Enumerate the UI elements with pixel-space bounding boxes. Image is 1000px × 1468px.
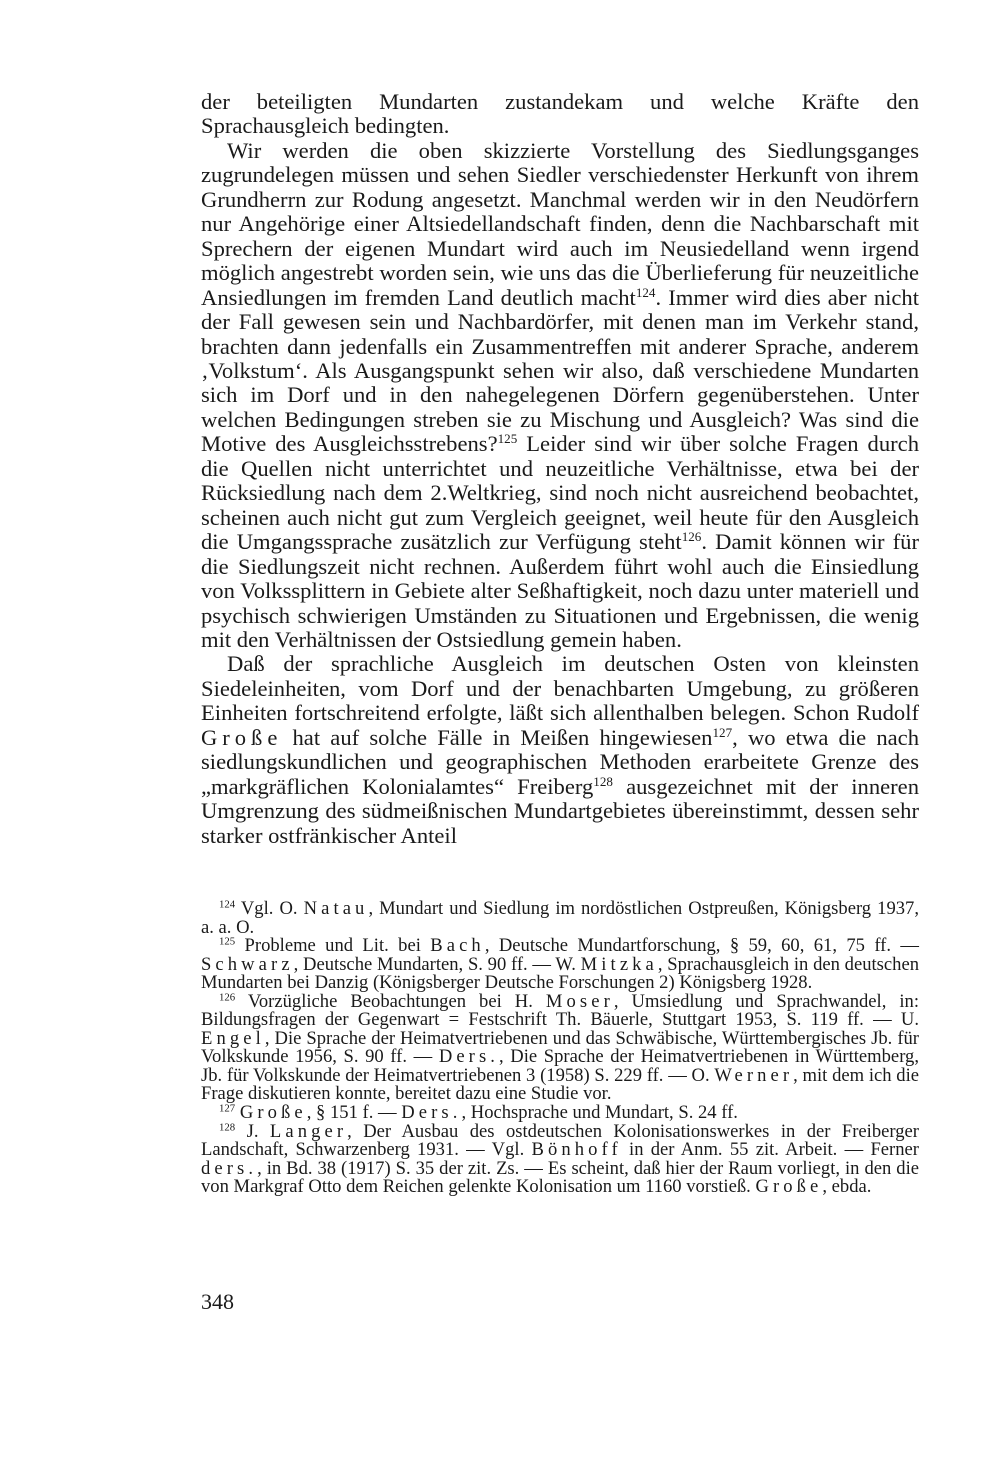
author-mitzka: Mitzka — [580, 953, 658, 975]
footnote-126-text-2: , Umsiedlung und Sprachwandel, in: Bildungsfragen der Gegenwart = Festschrift Th. Bäuerle, Stuttgart 1953, S. 119 ff. — U. — [201, 990, 920, 1031]
footnote-125-text-2: , Deutsche Mundartforschung, § 59, 60, 61, 75 ff. — — [484, 935, 919, 957]
paragraph-3-text-1: Daß der sprachliche Ausgleich im deutschen Osten von kleinsten Siedeleinheiten, vom Dorf und der benachbarten Umgebung, zu größeren Einheiten fortschreitend erfolgte, läßt sich allenthalben belegen. Schon Rudolf — [201, 651, 919, 726]
footnote-128-text-4: , ebda. — [822, 1176, 872, 1198]
footnote-127-text-2: , Hochsprache und Mundart, S. 24 ff. — [461, 1102, 738, 1124]
paragraph-2-text-2: . Immer wird dies aber nicht der Fall gewesen sein und Nachbardörfer, mit denen man im Verkehr stand, brachten dann jedenfalls ein Zusammentreffen mit anderer Sprache, anderem ‚Volkstum‘. Als Ausgangspunkt sehen wir also, daß verschiedene Mundarten sich im Dorf und in den nahegelegenen Dörfern gegenüberstehen. Unter welchen Bedingungen streben sie zu Mischung und Ausgleich? Was sind die Motive des Ausgleichsstrebens? — [201, 284, 919, 457]
footnote-128-text-1: , Der Ausbau des ostdeutschen Kolonisationswerkes in der Freiberger Landschaft, Schwarzenberg 1931. — Vgl. — [201, 1120, 919, 1161]
author-engel: Engel — [201, 1027, 265, 1049]
author-ders: Ders. — [438, 1046, 500, 1068]
footnote-number-124: 124 — [219, 898, 236, 911]
footnote-128-text-0: J. — [235, 1120, 270, 1142]
footnote-128 — [201, 1120, 919, 1198]
footnote-128-text-3: , in Bd. 38 (1917) S. 35 der zit. Zs. — Es scheint, daß hier der Raum vorliegt, in den die von Markgraf Otto dem Reichen gelenkte Kolonisation um 1160 vorstieß. — [201, 1157, 919, 1198]
footnote-126-text-4: , Die Sprache der Heimatvertriebenen in Württemberg, Jb. für Volkskunde der Heimatvertriebenen 3 (1958) S. 229 ff. — O. — [201, 1046, 919, 1086]
author-grosse: Große — [239, 1102, 307, 1124]
paragraph-3-text-4: ausgezeichnet mit der inneren Umgrenzung des südmeißnischen Mundartgebietes übereinstimmt, dessen sehr starker ostfränkischer Anteil — [201, 773, 919, 848]
author-natau: Natau — [303, 898, 369, 919]
footnote-124-text-2: , Mundart und Siedlung im nordöstlichen Ostpreußen, Königsberg 1937, a. a. O. — [201, 898, 919, 938]
footnote-number-125: 125 — [219, 935, 236, 948]
footnote-ref-124[interactable]: 124 — [635, 284, 656, 300]
footnote-124 — [201, 900, 919, 937]
author-bach: Bach — [430, 935, 485, 957]
footnote-ref-128[interactable]: 128 — [593, 773, 613, 789]
author-boenhoff: Bönhoff — [531, 1139, 622, 1161]
footnote-ref-125[interactable]: 125 — [497, 431, 518, 447]
footnotes — [201, 900, 919, 1197]
author-grosse: Große — [755, 1176, 823, 1198]
paragraph-3 — [201, 652, 919, 848]
footnote-125-text-1: Probleme und Lit. bei — [235, 935, 431, 957]
footnote-127-text-1: , § 151 f. — — [306, 1102, 402, 1124]
author-werner: Werner — [714, 1064, 794, 1086]
author-schwarz: Schwarz — [201, 953, 294, 975]
footnote-125-text-3: , Deutsche Mundarten, S. 90 ff. — W. — [293, 953, 581, 975]
footnote-126-text-1: Vorzügliche Beobachtungen bei H. — [235, 990, 546, 1012]
author-ders: Ders. — [401, 1102, 462, 1124]
author-moser: Moser — [545, 990, 614, 1012]
footnote-124-text-1: Vgl. O. — [235, 898, 304, 919]
footnote-number-127: 127 — [219, 1102, 236, 1115]
author-ders: ders. — [201, 1157, 258, 1179]
footnote-126-text-5: , mit dem ich die Frage diskutieren konnte, bereitet dazu eine Studie vor. — [201, 1064, 919, 1105]
footnote-126 — [201, 990, 920, 1105]
footnote-125 — [201, 937, 919, 993]
footnote-number-128: 128 — [219, 1120, 236, 1133]
paragraph-2-text-1: Wir werden die oben skizzierte Vorstellung des Siedlungsganges zugrundelegen müssen und sehen Siedler verschiedenster Herkunft von ihrem Grundherrn zur Rodung angesetzt. Manchmal werden wir in den Neudörfern nur Angehörige einer Altsiedellandschaft finden, denn die Nachbarschaft mit Sprechern der eigenen Mundart wird auch im Neusiedelland wenn irgend möglich angestrebt worden sein, wie uns das die Überlieferung für neuzeitliche Ansiedlungen im fremden Land deutlich macht — [201, 137, 919, 310]
author-langer: Langer — [269, 1120, 348, 1142]
footnote-number-126: 126 — [219, 991, 236, 1004]
footnote-125-text-4: , Sprachausgleich in den deutschen Mundarten bei Danzig (Königsberger Deutsche Forschungen 2) Königsberg 1928. — [201, 953, 920, 994]
paragraph-3-text-2: hat auf solche Fälle in Meißen hingewiesen — [282, 724, 713, 750]
footnote-126-text-3: , Die Sprache der Heimatvertriebenen und das Schwäbische, Württembergisches Jb. für Volkskunde 1956, S. 90 ff. — — [201, 1027, 919, 1068]
paragraph-1: der beteiligten Mundarten zustandekam und welche Kräfte den Sprachausgleich bedingten. — [201, 89, 919, 139]
page-number: 348 — [201, 1289, 234, 1314]
footnote-ref-127[interactable]: 127 — [712, 724, 733, 740]
paragraph-2-text-4: . Damit können wir für die Siedlungszeit nicht rechnen. Außerdem führt wohl auch die Einsiedlung von Volkssplittern in Gebiete alter Seßhaftigkeit, noch dazu unter materiell und psychisch schwierigen Umständen zu Situationen und Ergebnissen, die wenig mit den Verhältnissen der Ostsiedlung gemein haben. — [201, 529, 919, 652]
footnote-128-text-2: in der Anm. 55 zit. Arbeit. — Ferner — [621, 1139, 919, 1161]
paragraph-2 — [201, 139, 919, 653]
author-name-grosse: Große — [201, 724, 283, 750]
paragraph-2-text-3: Leider sind wir über solche Fragen durch die Quellen nicht unterrichtet und neuzeitliche Verhältnisse, etwa bei der Rücksiedlung nach dem 2.Weltkrieg, sind noch nicht ausreichend beobachtet, scheinen auch nicht gut zum Vergleich geeignet, weil heute für den Ausgleich die Umgangssprache zusätzlich zur Verfügung steht — [201, 431, 920, 555]
paragraph-3-text-3: , wo etwa die nach siedlungskundlichen und geographischen Methoden erarbeitete Grenze des „markgräflichen Kolonialamtes“ Freiberg — [201, 724, 919, 799]
footnote-ref-126[interactable]: 126 — [681, 529, 702, 545]
main-text — [201, 90, 919, 848]
